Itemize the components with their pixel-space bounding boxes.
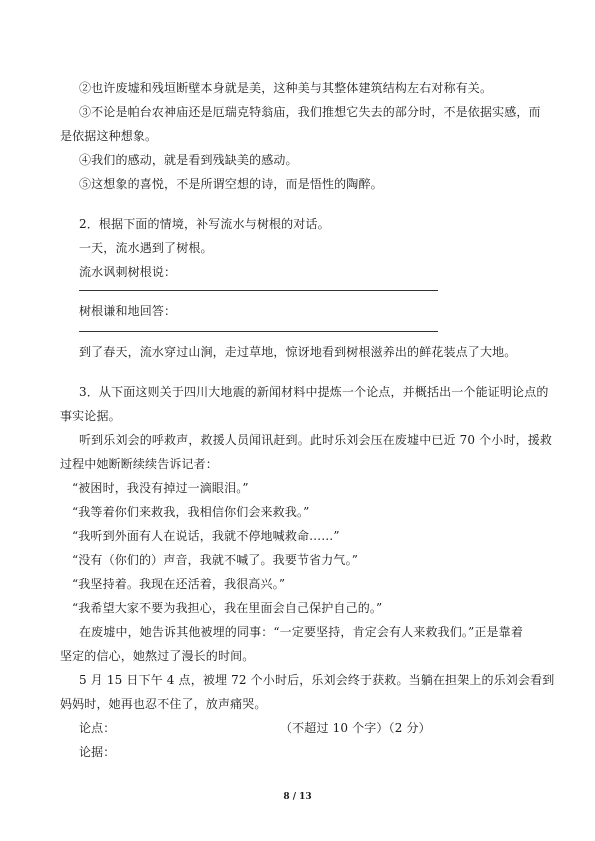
news-paragraph-2-line1: 在废墟中，她告诉其他被埋的同事：“一定要坚持，肯定会有人来救我们。”正是靠着 (79, 625, 523, 639)
news-paragraph-1-line1: 听到乐刘会的呼救声，救援人员闻讯赶到。此时乐刘会压在废墟中已近 70 个小时，援救 (79, 433, 553, 447)
question-2-root-prompt: 树根谦和地回答： (79, 304, 177, 318)
quote-1: “被困时，我没有掉过一滴眼泪。” (72, 481, 249, 495)
quote-2: “我等着你们来救我，我相信你们会来救我。” (72, 505, 310, 519)
news-paragraph-1-line2: 过程中她断断续续告诉记者： (60, 457, 218, 471)
quote-3: “我听到外面有人在说话，我就不停地喊救命……” (72, 529, 340, 543)
news-paragraph-3-line1: 5 月 15 日下午 4 点，被埋 72 个小时后，乐刘会终于获救。当躺在担架上的乐刘会看到 (79, 673, 555, 687)
item-3: ③不论是帕台农神庙还是厄瑞克特翁庙，我们推想它失去的部分时，不是依据实感，而 (79, 105, 541, 119)
question-2-water-prompt: 流水讽刺树根说： (79, 265, 177, 279)
item-2: ②也许废墟和残垣断壁本身就是美，这种美与其整体建筑结构左右对称有关。 (79, 81, 493, 95)
item-4: ④我们的感动，就是看到残缺美的感动。 (79, 153, 298, 167)
quote-5: “我坚持着。我现在还活着，我很高兴。” (72, 577, 286, 591)
quote-4: “没有（你们的）声音，我就不喊了。我要节省力气。” (72, 553, 359, 567)
quote-6: “我希望大家不要为我担心，我在里面会自己保护自己的。” (72, 601, 383, 615)
news-paragraph-2-line2: 坚定的信心，她熬过了漫长的时间。 (60, 649, 255, 663)
question-2-ending: 到了春天，流水穿过山涧，走过草地，惊讶地看到树根滋养出的鲜花装点了大地。 (79, 345, 517, 359)
evidence-label: 论据： (79, 745, 116, 759)
question-2-title: 2．根据下面的情境，补写流水与树根的对话。 (79, 217, 330, 231)
page-number: 8 / 13 (283, 792, 312, 802)
question-3-title-line2: 事实论据。 (60, 409, 121, 423)
item-5: ⑤这想象的喜悦，不是所谓空想的诗，而是悟性的陶醉。 (79, 177, 383, 191)
thesis-label: 论点： (79, 721, 116, 735)
thesis-hint: （不超过 10 个字）（2 分） (280, 721, 431, 735)
answer-line-root[interactable] (79, 331, 438, 332)
item-3-continued: 是依据这种想象。 (60, 129, 158, 143)
answer-line-water[interactable] (79, 290, 438, 291)
question-3-title-line1: 3．从下面这则关于四川大地震的新闻材料中提炼一个论点，并概括出一个能证明论点的 (79, 385, 549, 399)
news-paragraph-3-line2: 妈妈时，她再也忍不住了，放声痛哭。 (60, 697, 267, 711)
question-2-intro: 一天，流水遇到了树根。 (79, 241, 213, 255)
